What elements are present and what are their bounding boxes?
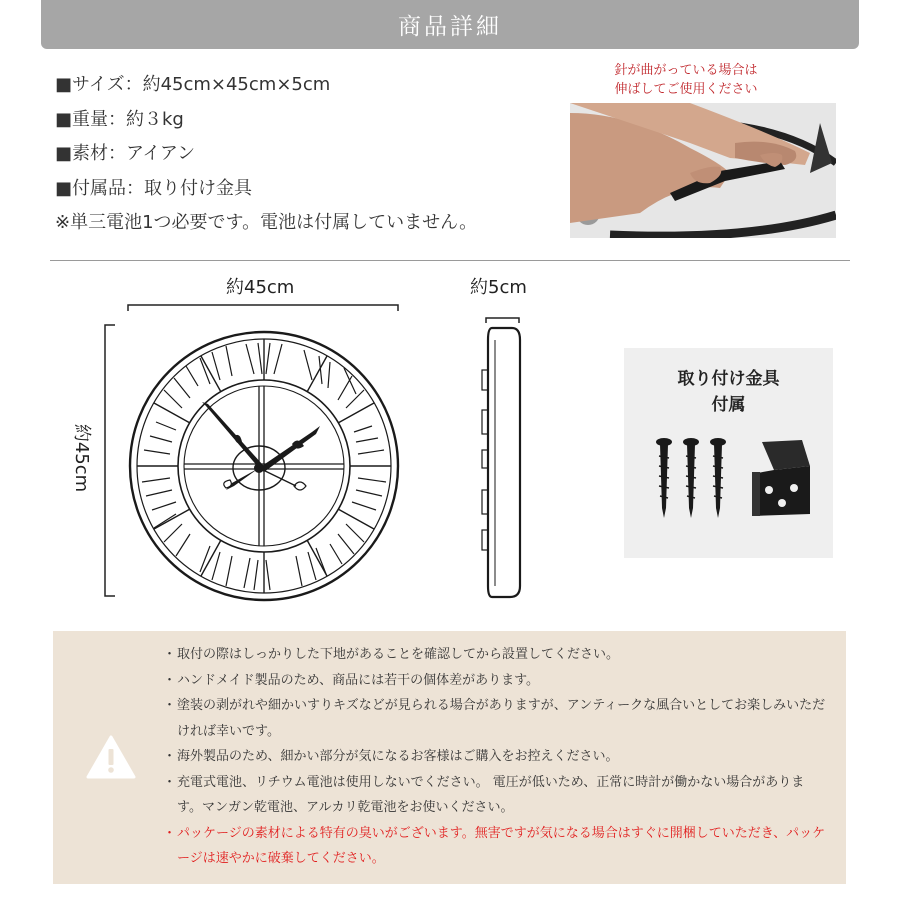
notice-text: パッケージの素材による特有の臭いがございます。無害ですが気になる場合はすぐに開梱していただき、パッケージは速やかに破棄してください。 — [177, 825, 826, 866]
section-divider — [50, 260, 850, 261]
height-label: 約45cm — [71, 423, 93, 493]
spec-list — [55, 68, 477, 241]
spec-material: ■素材：アイアン — [55, 143, 196, 164]
notice-item-warning: ・ パッケージの素材による特有の臭いがございます。無害ですが気になる場合はすぐに開梱していただき、パッケージは速やかに破棄してください。 — [163, 821, 828, 872]
spec-size: ■サイズ：約45cm×45cm×5cm — [55, 74, 331, 95]
hand-adjusting-photo — [570, 103, 836, 238]
hardware-panel — [624, 348, 833, 558]
clock-illustration — [100, 300, 540, 610]
photo-caption-line2: 伸ばしてご使用ください — [614, 82, 758, 97]
screw-icon — [656, 438, 672, 518]
notice-text: 塗装の剥がれや細かいすりキズなどが見られる場合がありますが、アンティークな風合いとしてお楽しみいただければ幸いです。 — [177, 698, 826, 739]
notice-text: ハンドメイド製品のため、商品には若干の個体差があります。 — [177, 672, 540, 688]
hardware-title-line2: 付属 — [711, 395, 746, 415]
hardware-items — [624, 428, 833, 548]
section-header — [41, 0, 859, 49]
bracket-icon — [752, 440, 810, 516]
spec-accessory: ■付属品：取り付け金具 — [55, 177, 253, 199]
section-title: 商品詳細 — [398, 14, 502, 40]
screw-icon — [683, 438, 699, 518]
notice-list — [163, 642, 828, 872]
notice-item: ・ 海外製品のため、細かい部分が気になるお客様はご購入をお控えください。 — [163, 744, 828, 770]
clock-side-view — [482, 328, 520, 597]
notice-text: 海外製品のため、細かい部分が気になるお客様はご購入をお控えください。 — [177, 749, 619, 764]
notice-text: 取付の際はしっかりした下地があることを確認してから設置してください。 — [177, 647, 620, 662]
notice-item: ・ 塗装の剥がれや細かいすりキズなどが見られる場合がありますが、アンティークな風合いとしてお楽しみいただければ幸いです。 — [163, 693, 828, 744]
photo-caption — [580, 61, 792, 99]
screw-icon — [710, 438, 726, 518]
hardware-title-line1: 取り付け金具 — [677, 369, 780, 389]
spec-weight: ■重量：約３kg — [55, 108, 184, 130]
spec-battery-note: ※単三電池1つ必要です。電池は付属していません。 — [55, 212, 478, 233]
photo-caption-line1: 針が曲がっている場合は — [614, 63, 758, 78]
notice-item: ・ 取付の際はしっかりした下地があることを確認してから設置してください。 — [163, 642, 828, 668]
hardware-title — [624, 366, 833, 418]
clock-front-view — [130, 332, 398, 600]
width-label: 約45cm — [226, 277, 295, 298]
notice-item: ・ ハンドメイド製品のため、商品には若干の個体差があります。 — [163, 668, 828, 694]
warning-icon — [86, 735, 136, 779]
notice-item: ・ 充電式電池、リチウム電池は使用しないでください。 電圧が低いため、正常に時計が働かない場合があります。マンガン乾電池、アルカリ乾電池をお使いください。 — [163, 770, 828, 821]
notice-text: 充電式電池、リチウム電池は使用しないでください。 電圧が低いため、正常に時計が働かない場合があります。マンガン乾電池、アルカリ乾電池をお使いください。 — [177, 774, 805, 815]
depth-label: 約5cm — [470, 277, 527, 298]
